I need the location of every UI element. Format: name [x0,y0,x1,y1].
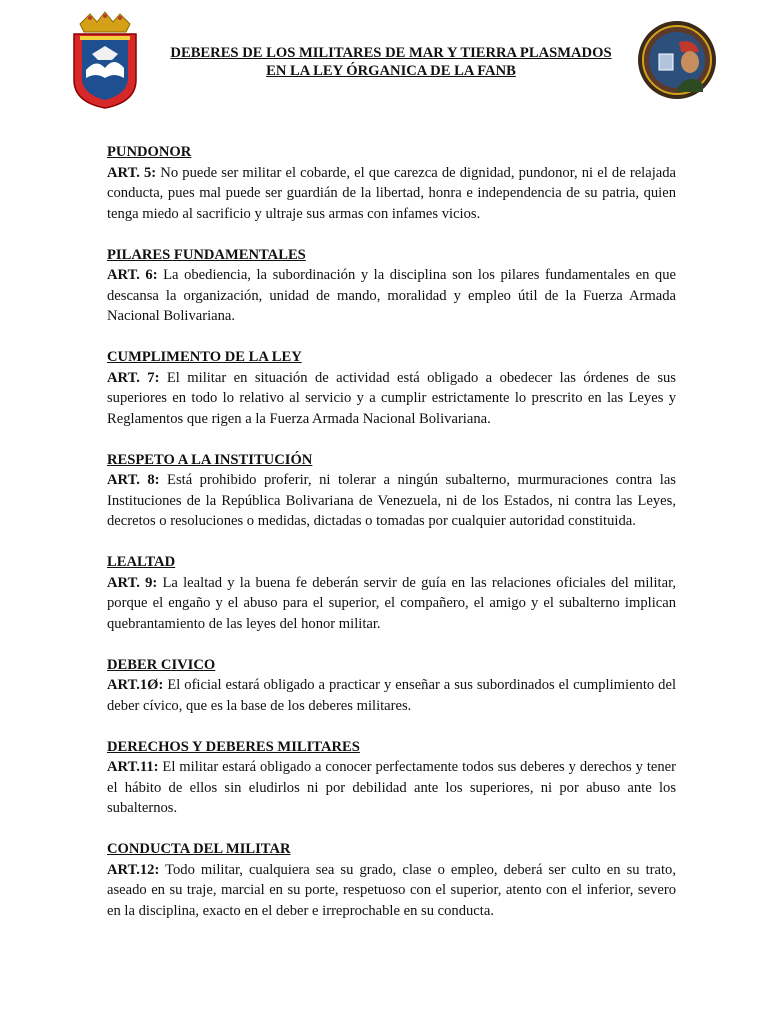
articles-list [107,142,676,942]
section-heading: LEALTAD [107,554,176,570]
article-text: No puede ser militar el cobarde, el que carezca de dignidad, pundonor, ni el de relajada conducta, pues mal puede ser guardián de la libertad, honra e independencia de su patria, quien tenga miedo al sacrificio y ultraje sus armas con infames vicios. [107,164,677,222]
article-body [107,757,676,819]
article-section [107,142,676,224]
section-heading: CUMPLIMENTO DE LA LEY [107,349,302,365]
article-text: La lealtad y la buena fe deberán servir de guía en las relaciones oficiales del militar, porque el engaño y el abuso para el superior, el compañero, el amigo y el subalterno implican quebrantamiento de las leyes del honor militar. [107,574,676,632]
article-body [107,675,676,716]
article-number: ART. 5: [107,164,157,181]
article-text: Todo militar, cualquiera sea su grado, clase o empleo, deberá ser culto en su trato, aseado en su traje, marcial en su porte, respetuoso con el superior, atento con el inferior, severo en la disciplina, exacto en el deber e irreprochable en su conducta. [107,861,676,919]
article-number: ART.1Ø: [107,677,164,693]
section-heading: PILARES FUNDAMENTALES [107,246,306,263]
article-body [107,573,676,635]
article-section [107,737,676,819]
article-number: ART. 6: [107,267,158,283]
article-text: El militar en situación de actividad está obligado a obedecer las órdenes de sus superiores en todo lo relativo al servicio y a cumplir estrictamente lo prescrito en las Leyes y Reglamentos que rigen a la Fuerza Armada Nacional Bolivariana. [107,369,676,427]
article-number: ART.12: [107,861,160,878]
page-title [150,44,632,80]
article-body [107,860,676,922]
article-text: La obediencia, la subordinación y la disciplina son los pilares fundamentales en que descansa la organización, unidad de mando, moralidad y empleo útil de la Fuerza Armada Nacional Bolivariana. [107,267,676,324]
article-number: ART. 8: [107,472,160,488]
article-text: El oficial estará obligado a practicar y enseñar a sus subordinados el cumplimiento del deber cívico, que es la base de los deberes militares. [107,677,676,714]
navy-coat-of-arms-icon [70,10,140,110]
article-number: ART. 7: [107,369,160,386]
article-section [107,450,676,532]
section-heading: DERECHOS Y DEBERES MILITARES [107,738,360,755]
article-section [107,655,676,717]
article-body [107,163,676,225]
article-text: El militar estará obligado a conocer perfectamente todos sus deberes y derechos y tener el hábito de ellos sin eludirlos ni por debilidad ante los superiores, ni por abuso ante los subalternos. [107,759,676,816]
title-line-1: DEBERES DE LOS MILITARES DE MAR Y TIERRA PLASMADOS [170,45,612,61]
circular-portrait-seal-icon [637,20,717,100]
article-body [107,470,676,532]
article-section [107,245,676,327]
article-number: ART.11: [107,759,159,775]
section-heading: PUNDONOR [107,144,192,160]
article-section [107,347,676,429]
article-number: ART. 9: [107,574,158,591]
section-heading: CONDUCTA DEL MILITAR [107,841,291,857]
article-text: Está prohibido proferir, ni tolerar a ningún subalterno, murmuraciones contra las Instituciones de la República Bolivariana de Venezuela, ni de los Estados, ni contra las Leyes, decretos o resoluciones o medidas, dictadas o tomadas por cualquier autoridad constituida. [107,472,676,529]
title-line-2: EN LA LEY ÓRGANICA DE LA FANB [266,63,516,79]
section-heading: DEBER CIVICO [107,656,216,673]
section-heading: RESPETO A LA INSTITUCIÓN [107,451,313,468]
article-body [107,265,676,327]
article-body [107,368,676,430]
article-section [107,839,676,921]
article-section [107,552,676,634]
